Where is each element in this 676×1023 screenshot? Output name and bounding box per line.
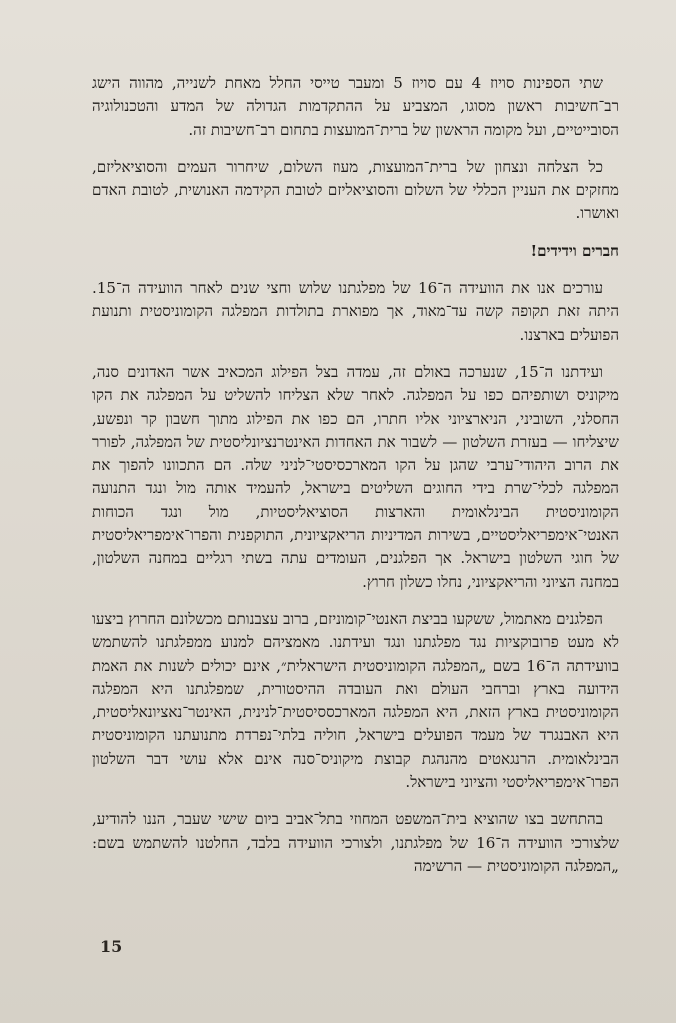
paragraph: הפלגנים מאתמול, ששקעו בביצת האנטי־קומוניזם, ברוב עצבנותם מכשלונם החרוץ ביצעו לא מעט פרובוקציות נגד מפלגתנו ונגד ועידתנו. מאמציהם למנוע ממפלגתנו להשתמש בוועידתה ה־16 בשם „המפלגה הקומוניסטית הישראלית״, אינם יכולים לשנות את האמת הידועה בארץ וברחבי העולם ואת העובדה ההיסטורית, שמפלגתנו היא המפלגה הקומוניסטית בארץ הזאת, היא המפלגה המארכססיסטית־לנינית, האינטר־נאציונאליסטית, היא האבנגרד של מעמד הפועלים בישראל, חוליה בלתי־נפרדת מתנועתנו הקומוניסטית הבינלאומית. הרנגאטים מהנהגת קבוצת מיקוניס־סנה אינם אלא עושי דבר השלטון הפרו־אימפריאליסטי והציוני בישראל.	[92, 609, 619, 792]
paragraph: בהתחשב בצו שהוציא בית־המשפט המחוזי בתל־אביב ביום שישי שעבר, הננו להודיע, שלצורכי הוועידה ה־16 של מפלגתנו, ולצורכי הוועידה בלבד, החלטנו להשתמש בשם: „המפלגה הקומוניסטית — הרשימה	[92, 810, 619, 875]
salutation: חברים וידידים!	[530, 241, 619, 260]
paragraph: כל הצלחה ונצחון של ברית־המועצות, מעוז השלום, שיחרור העמים והסוציאליזם, מחזקים את העניין הכללי של השלום והסוציאליזם לטובת הקידמה האנושית, לטובת האדם ואושרו.	[92, 157, 619, 223]
paragraph: שתי הספינות סויוז 4 עם סויוז 5 ומעבר טייסי החלל מאחת לשנייה, מהווה הישג רב־חשיבות ראשון מסוגו, המצביע על ההתקדמות הגדולה של המדע והטכנולוגיה הסובייטיים, ועל מקומה הראשון של ברית־המועצות בתחום רב־חשיבות זה.	[92, 74, 619, 139]
paragraph: ועידתנו ה־15, שנערכה באולם זה, עמדה בצל הפילוג המכאיב אשר האדונים סנה, מיקוניס ושותפיהם כפו על המפלגה. לאחר שלא הצליחו להשליט על המפלגה את הקו החסלני, השוביני, הניארציוני אליו חתרו, הם כפו את הפילוג מתוך חשבון קר ונפשע, שיצליחו — בעזרת השלטון — לשבור את האחדות האינטרנציונליסטית של המפלגה, לפורר את הרוב היהודי־ערבי שהגן על הקו המארכסיסטי־לניני שלה. הם התכוונו להפוך את המפלגה לכלי־שרת בידי החוגים השליטים בישראל, להעמיד אותה מול ונגד התנועה הקומוניסטית הבינלאומית והארצות הסוציאליסטיות, מול ונגד הכוחות האנטי־אימפריאליסטיים, בשירות המדיניות הריאקציונית, התוקפנית והפרו־אימפריאליסטית של חוגי השלטון בישראל. אך הפלגנים, העומדים עתה בשתי רגליים במחנה השלטון, במחנה הציוני והריאקציוני, נחלו כשלון חרוץ.	[92, 362, 619, 591]
paragraph: עורכים אנו את הוועידה ה־16 של מפלגתנו שלוש וחצי שנים לאחר הוועידה ה־15. היתה זאת תקופה קשה עד־מאוד, אך מפוארת בתולדות המפלגה הקומוניסטית ותנועת הפועלים בארצנו.	[92, 279, 619, 344]
body-text	[92, 72, 619, 892]
page-number: 15	[100, 937, 123, 956]
